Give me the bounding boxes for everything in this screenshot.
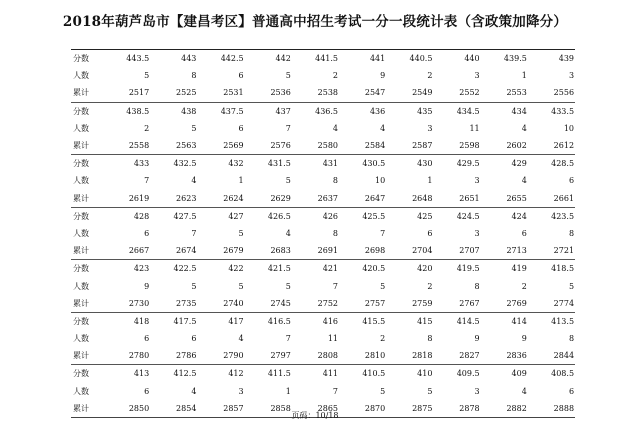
- table-cell: 2: [427, 281, 433, 291]
- table-cell: 425.5: [362, 211, 386, 221]
- table-block: [71, 312, 575, 365]
- table-cell: 2827: [459, 351, 480, 361]
- table-cell: 8: [332, 228, 339, 238]
- table-cell: 7: [285, 334, 291, 344]
- table-cell: 2536: [270, 88, 291, 98]
- table-cell: 2707: [459, 246, 480, 256]
- table-cell: 442: [275, 54, 291, 64]
- table-cell: 7: [144, 176, 150, 186]
- table-cell: 409.5: [456, 369, 480, 379]
- table-cell: 2661: [553, 193, 575, 203]
- table-cell: 416: [322, 316, 339, 326]
- table-cell: 4: [332, 123, 339, 133]
- table-cell: 2810: [364, 351, 386, 361]
- row-label: 人数: [73, 176, 89, 186]
- table-cell: 2: [332, 71, 339, 81]
- table-cell: 2553: [506, 88, 527, 98]
- row-label: 人数: [73, 123, 89, 133]
- table-cell: 2: [144, 123, 150, 133]
- table-cell: 441.5: [315, 54, 339, 64]
- table-cell: 2854: [176, 403, 197, 413]
- table-cell: 415.5: [362, 316, 386, 326]
- table-cell: 7: [191, 228, 197, 238]
- table-cell: 8: [427, 334, 433, 344]
- table-cell: 2857: [223, 403, 244, 413]
- table-cell: 430.5: [362, 159, 386, 169]
- table-cell: 2769: [506, 298, 527, 308]
- table-cell: 10: [375, 176, 386, 186]
- table-cell: 2569: [223, 141, 244, 151]
- table-cell: 443: [181, 54, 197, 64]
- table-cell: 7: [332, 281, 339, 291]
- table-cell: 429: [511, 159, 527, 169]
- table-cell: 428.5: [551, 159, 575, 169]
- table-cell: 431: [322, 159, 339, 169]
- table-cell: 2683: [270, 246, 291, 256]
- table-cell: 5: [285, 281, 291, 291]
- table-cell: 2667: [128, 246, 150, 256]
- table-cell: 437.5: [220, 106, 244, 116]
- count-row: [71, 120, 575, 137]
- table-cell: 2735: [176, 298, 197, 308]
- table-cell: 11: [469, 123, 480, 133]
- table-cell: 416.5: [267, 316, 291, 326]
- table-cell: 2704: [412, 246, 433, 256]
- table-cell: 421: [322, 264, 339, 274]
- table-cell: 434: [511, 106, 527, 116]
- table-cell: 440.5: [409, 54, 433, 64]
- table-cell: 4: [191, 176, 197, 186]
- table-cell: 2836: [506, 351, 527, 361]
- table-cell: 2: [521, 281, 527, 291]
- table-cell: 9: [474, 334, 480, 344]
- table-cell: 440: [464, 54, 480, 64]
- table-cell: 2740: [223, 298, 244, 308]
- count-row: [71, 277, 575, 294]
- row-label: 累计: [73, 193, 89, 203]
- table-cell: 2878: [459, 403, 480, 413]
- table-cell: 7: [332, 386, 339, 396]
- table-block: [71, 259, 575, 312]
- table-cell: 2797: [270, 351, 291, 361]
- table-cell: 429.5: [456, 159, 480, 169]
- table-cell: 3: [427, 123, 433, 133]
- table-cell: 5: [285, 176, 291, 186]
- page-title: 2018年葫芦岛市【建昌考区】普通高中招生考试一分一段统计表（含政策加降分）: [62, 14, 568, 30]
- row-label: 分数: [73, 211, 89, 221]
- table-cell: 6: [568, 176, 575, 186]
- table-cell: 420.5: [362, 264, 386, 274]
- table-cell: 2691: [317, 246, 339, 256]
- table-cell: 2549: [412, 88, 433, 98]
- row-label: 人数: [73, 71, 89, 81]
- table-cell: 435: [417, 106, 433, 116]
- row-label: 分数: [73, 264, 89, 274]
- table-cell: 3: [238, 386, 244, 396]
- table-cell: 5: [380, 386, 386, 396]
- table-cell: 6: [238, 123, 244, 133]
- count-row: [71, 330, 575, 347]
- table-cell: 2850: [128, 403, 150, 413]
- table-cell: 413: [133, 369, 150, 379]
- table-cell: 422.5: [173, 264, 197, 274]
- table-cell: 7: [380, 228, 386, 238]
- table-cell: 5: [238, 281, 244, 291]
- table-cell: 2745: [270, 298, 291, 308]
- table-block: [71, 50, 575, 102]
- row-label: 累计: [73, 141, 89, 151]
- cumulative-row: [71, 295, 575, 312]
- table-cell: 8: [568, 334, 575, 344]
- table-cell: 2563: [176, 141, 197, 151]
- table-cell: 2598: [459, 141, 480, 151]
- cumulative-row: [71, 242, 575, 259]
- table-cell: 2752: [317, 298, 339, 308]
- table-cell: 11: [327, 334, 339, 344]
- table-cell: 417.5: [173, 316, 197, 326]
- table-cell: 9: [144, 281, 150, 291]
- table-cell: 438.5: [126, 106, 150, 116]
- table-cell: 1: [521, 71, 527, 81]
- table-cell: 411: [322, 369, 339, 379]
- table-cell: 5: [191, 281, 197, 291]
- row-label: 累计: [73, 351, 89, 361]
- table-cell: 2517: [128, 88, 150, 98]
- table-cell: 6: [144, 334, 150, 344]
- score-row: [71, 313, 575, 330]
- table-cell: 2648: [412, 193, 433, 203]
- row-label: 人数: [73, 334, 89, 344]
- score-row: [71, 50, 575, 67]
- table-cell: 2858: [270, 403, 291, 413]
- table-cell: 426: [322, 211, 339, 221]
- table-cell: 2602: [506, 141, 527, 151]
- table-cell: 5: [285, 71, 291, 81]
- table-block: [71, 207, 575, 260]
- table-cell: 2619: [128, 193, 150, 203]
- table-cell: 3: [474, 176, 480, 186]
- table-cell: 8: [332, 176, 339, 186]
- table-cell: 4: [380, 123, 386, 133]
- table-cell: 438: [181, 106, 197, 116]
- table-cell: 2780: [128, 351, 150, 361]
- table-cell: 6: [191, 334, 197, 344]
- table-cell: 3: [568, 71, 575, 81]
- table-cell: 4: [521, 386, 527, 396]
- score-row: [71, 365, 575, 382]
- table-cell: 425: [417, 211, 433, 221]
- table-cell: 421.5: [267, 264, 291, 274]
- row-label: 累计: [73, 246, 89, 256]
- table-cell: 420: [417, 264, 433, 274]
- table-cell: 6: [238, 71, 244, 81]
- table-cell: 7: [285, 123, 291, 133]
- table-cell: 436.5: [315, 106, 339, 116]
- row-label: 分数: [73, 369, 89, 379]
- table-cell: 2674: [176, 246, 197, 256]
- table-block: [71, 102, 575, 155]
- table-cell: 415: [417, 316, 433, 326]
- table-cell: 2774: [553, 298, 575, 308]
- count-row: [71, 225, 575, 242]
- table-cell: 434.5: [456, 106, 480, 116]
- table-cell: 2882: [506, 403, 527, 413]
- table-cell: 2759: [412, 298, 433, 308]
- table-cell: 8: [191, 71, 197, 81]
- table-cell: 2538: [317, 88, 339, 98]
- table-cell: 410.5: [362, 369, 386, 379]
- table-cell: 439.5: [503, 54, 527, 64]
- table-cell: 410: [417, 369, 433, 379]
- table-cell: 2844: [553, 351, 575, 361]
- table-cell: 1: [238, 176, 244, 186]
- table-cell: 5: [568, 281, 575, 291]
- table-cell: 2790: [223, 351, 244, 361]
- table-cell: 2: [427, 71, 433, 81]
- table-cell: 433: [133, 159, 150, 169]
- table-cell: 5: [191, 123, 197, 133]
- table-cell: 9: [521, 334, 527, 344]
- table-cell: 2655: [506, 193, 527, 203]
- table-cell: 424.5: [456, 211, 480, 221]
- table-cell: 6: [144, 228, 150, 238]
- table-cell: 2721: [553, 246, 575, 256]
- row-label: 分数: [73, 106, 89, 116]
- table-cell: 2584: [364, 141, 386, 151]
- count-row: [71, 172, 575, 189]
- table-cell: 8: [474, 281, 480, 291]
- score-row: [71, 103, 575, 120]
- table-cell: 2: [380, 334, 386, 344]
- score-row: [71, 260, 575, 277]
- row-label: 人数: [73, 228, 89, 238]
- table-cell: 437: [275, 106, 291, 116]
- table-cell: 411.5: [267, 369, 291, 379]
- table-cell: 2757: [364, 298, 386, 308]
- table-cell: 2531: [223, 88, 244, 98]
- table-cell: 430: [417, 159, 433, 169]
- table-cell: 412: [228, 369, 244, 379]
- table-cell: 432.5: [173, 159, 197, 169]
- table-cell: 2888: [553, 403, 575, 413]
- table-cell: 2647: [364, 193, 386, 203]
- table-cell: 439: [558, 54, 575, 64]
- table-cell: 10: [563, 123, 575, 133]
- table-cell: 2558: [128, 141, 150, 151]
- table-cell: 414: [511, 316, 527, 326]
- table-cell: 417: [228, 316, 244, 326]
- table-cell: 2580: [317, 141, 339, 151]
- table-cell: 2587: [412, 141, 433, 151]
- score-row: [71, 208, 575, 225]
- table-cell: 6: [144, 386, 150, 396]
- row-label: 累计: [73, 403, 89, 413]
- table-block: [71, 154, 575, 207]
- table-cell: 412.5: [173, 369, 197, 379]
- table-cell: 3: [474, 386, 480, 396]
- table-cell: 2525: [176, 88, 197, 98]
- table-cell: 4: [191, 386, 197, 396]
- table-cell: 427.5: [173, 211, 197, 221]
- row-label: 累计: [73, 88, 89, 98]
- table-cell: 1: [427, 176, 433, 186]
- table-cell: 423.5: [551, 211, 575, 221]
- row-label: 人数: [73, 386, 89, 396]
- table-cell: 5: [380, 281, 386, 291]
- table-cell: 409: [511, 369, 527, 379]
- row-label: 分数: [73, 159, 89, 169]
- table-cell: 5: [144, 71, 150, 81]
- table-cell: 2808: [317, 351, 339, 361]
- cumulative-row: [71, 347, 575, 364]
- table-cell: 4: [285, 228, 291, 238]
- table-cell: 2624: [223, 193, 244, 203]
- table-cell: 2651: [459, 193, 480, 203]
- table-cell: 2786: [176, 351, 197, 361]
- table-cell: 3: [474, 228, 480, 238]
- table-cell: 6: [427, 228, 433, 238]
- table-cell: 428: [133, 211, 150, 221]
- table-cell: 418: [133, 316, 150, 326]
- page-number: 页码：10/18: [291, 411, 339, 420]
- table-cell: 424: [511, 211, 527, 221]
- table-cell: 422: [228, 264, 244, 274]
- count-row: [71, 383, 575, 400]
- table-cell: 408.5: [551, 369, 575, 379]
- table-cell: 442.5: [220, 54, 244, 64]
- table-cell: 8: [568, 228, 575, 238]
- score-distribution-table: [71, 49, 575, 418]
- table-cell: 423: [133, 264, 150, 274]
- table-cell: 2637: [317, 193, 339, 203]
- table-cell: 3: [474, 71, 480, 81]
- table-cell: 2818: [412, 351, 433, 361]
- table-cell: 432: [228, 159, 244, 169]
- table-cell: 443.5: [126, 54, 150, 64]
- table-cell: 427: [228, 211, 244, 221]
- table-cell: 419.5: [456, 264, 480, 274]
- table-cell: 433.5: [551, 106, 575, 116]
- table-cell: 4: [238, 334, 244, 344]
- table-cell: 1: [285, 386, 291, 396]
- table-cell: 414.5: [456, 316, 480, 326]
- table-cell: 2576: [270, 141, 291, 151]
- table-cell: 436: [369, 106, 386, 116]
- table-cell: 2730: [128, 298, 150, 308]
- score-row: [71, 155, 575, 172]
- table-cell: 2547: [364, 88, 386, 98]
- row-label: 人数: [73, 281, 89, 291]
- cumulative-row: [71, 137, 575, 154]
- cumulative-row: [71, 190, 575, 207]
- table-cell: 2870: [364, 403, 386, 413]
- table-cell: 2713: [506, 246, 527, 256]
- row-label: 累计: [73, 298, 89, 308]
- table-cell: 4: [521, 123, 527, 133]
- table-cell: 2767: [459, 298, 480, 308]
- table-cell: 2612: [553, 141, 575, 151]
- table-cell: 2552: [459, 88, 480, 98]
- row-label: 分数: [73, 54, 89, 64]
- table-cell: 431.5: [267, 159, 291, 169]
- table-cell: 2623: [176, 193, 197, 203]
- table-cell: 2698: [364, 246, 386, 256]
- table-cell: 2629: [270, 193, 291, 203]
- table-cell: 441: [369, 54, 386, 64]
- cumulative-row: [71, 84, 575, 101]
- table-cell: 2556: [553, 88, 575, 98]
- table-cell: 5: [427, 386, 433, 396]
- table-cell: 6: [521, 228, 527, 238]
- table-cell: 9: [380, 71, 386, 81]
- table-cell: 2875: [412, 403, 433, 413]
- table-cell: 426.5: [267, 211, 291, 221]
- table-cell: 5: [238, 228, 244, 238]
- row-label: 分数: [73, 316, 89, 326]
- table-cell: 6: [568, 386, 575, 396]
- table-cell: 418.5: [551, 264, 575, 274]
- count-row: [71, 67, 575, 84]
- table-cell: 4: [521, 176, 527, 186]
- table-cell: 419: [511, 264, 527, 274]
- table-cell: 2865: [317, 403, 339, 413]
- table-cell: 413.5: [551, 316, 575, 326]
- table-cell: 2679: [223, 246, 244, 256]
